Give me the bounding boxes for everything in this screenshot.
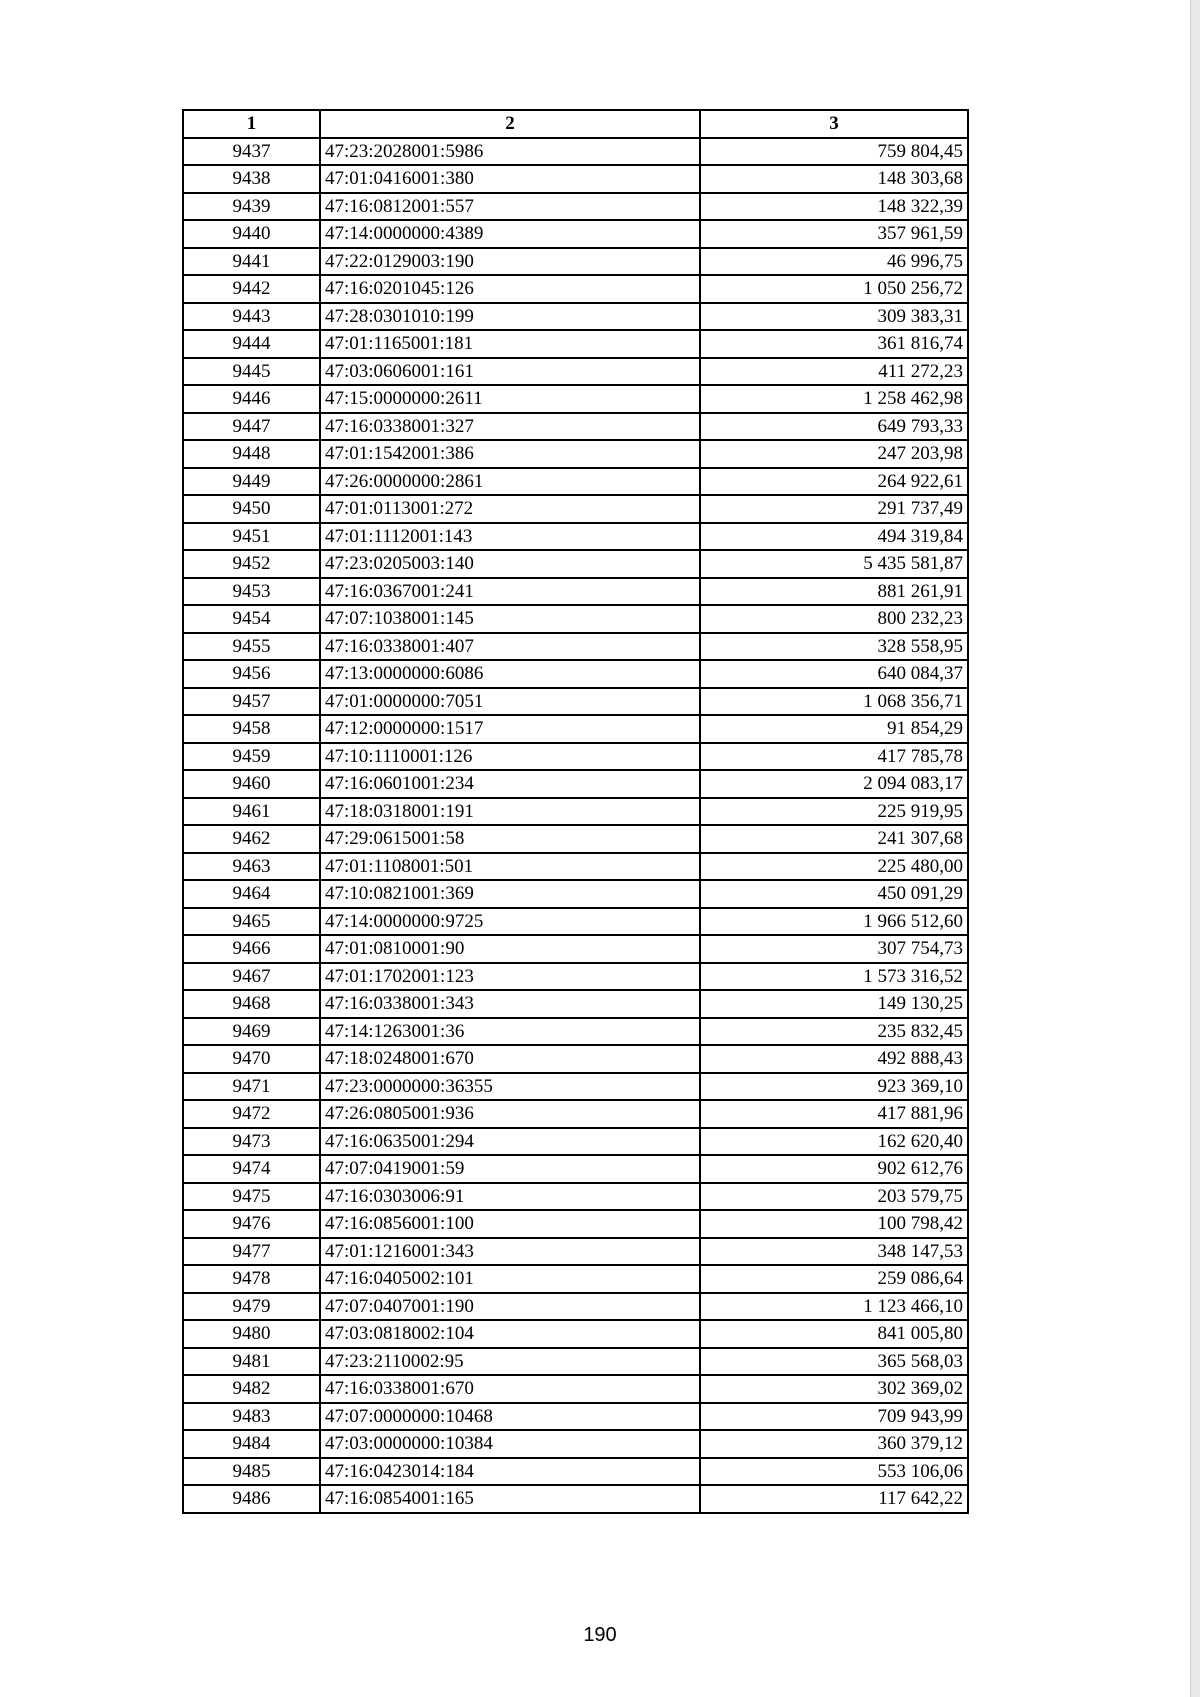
- row-number-cell: 9442: [183, 275, 320, 303]
- row-number-cell: 9450: [183, 495, 320, 523]
- table-row: [183, 138, 968, 166]
- value-cell: 225 480,00: [700, 853, 968, 881]
- cadastral-number-cell: 47:23:2028001:5986: [320, 138, 700, 166]
- value-cell: 247 203,98: [700, 440, 968, 468]
- row-number-cell: 9463: [183, 853, 320, 881]
- row-number-cell: 9468: [183, 990, 320, 1018]
- table-row: [183, 1485, 968, 1513]
- value-cell: 361 816,74: [700, 330, 968, 358]
- cadastral-number-cell: 47:03:0000000:10384: [320, 1430, 700, 1458]
- value-cell: 328 558,95: [700, 633, 968, 661]
- value-cell: 902 612,76: [700, 1155, 968, 1183]
- cadastral-number-cell: 47:13:0000000:6086: [320, 660, 700, 688]
- row-number-cell: 9453: [183, 578, 320, 606]
- table-row: [183, 880, 968, 908]
- table-row: [183, 330, 968, 358]
- cadastral-number-cell: 47:16:0423014:184: [320, 1458, 700, 1486]
- table-row: [183, 935, 968, 963]
- cadastral-number-cell: 47:01:1542001:386: [320, 440, 700, 468]
- value-cell: 117 642,22: [700, 1485, 968, 1513]
- value-cell: 553 106,06: [700, 1458, 968, 1486]
- row-number-cell: 9476: [183, 1210, 320, 1238]
- row-number-cell: 9460: [183, 770, 320, 798]
- table-body: [183, 138, 968, 1513]
- row-number-cell: 9448: [183, 440, 320, 468]
- table-row: [183, 1210, 968, 1238]
- row-number-cell: 9473: [183, 1128, 320, 1156]
- value-cell: 923 369,10: [700, 1073, 968, 1101]
- value-cell: 450 091,29: [700, 880, 968, 908]
- value-cell: 241 307,68: [700, 825, 968, 853]
- row-number-cell: 9458: [183, 715, 320, 743]
- row-number-cell: 9483: [183, 1403, 320, 1431]
- column-header-1: 1: [183, 110, 320, 138]
- table-row: [183, 770, 968, 798]
- row-number-cell: 9482: [183, 1375, 320, 1403]
- row-number-cell: 9449: [183, 468, 320, 496]
- cadastral-number-cell: 47:16:0338001:327: [320, 413, 700, 441]
- row-number-cell: 9480: [183, 1320, 320, 1348]
- table-row: [183, 660, 968, 688]
- value-cell: 309 383,31: [700, 303, 968, 331]
- value-cell: 348 147,53: [700, 1238, 968, 1266]
- cadastral-number-cell: 47:26:0805001:936: [320, 1100, 700, 1128]
- value-cell: 100 798,42: [700, 1210, 968, 1238]
- value-cell: 709 943,99: [700, 1403, 968, 1431]
- cadastral-number-cell: 47:18:0248001:670: [320, 1045, 700, 1073]
- table-row: [183, 963, 968, 991]
- table-header: [183, 110, 968, 138]
- value-cell: 1 966 512,60: [700, 908, 968, 936]
- table-row: [183, 605, 968, 633]
- cadastral-number-cell: 47:07:0407001:190: [320, 1293, 700, 1321]
- row-number-cell: 9438: [183, 165, 320, 193]
- table-row: [183, 1045, 968, 1073]
- value-cell: 640 084,37: [700, 660, 968, 688]
- table-row: [183, 1320, 968, 1348]
- cadastral-number-cell: 47:14:1263001:36: [320, 1018, 700, 1046]
- value-cell: 649 793,33: [700, 413, 968, 441]
- table-row: [183, 1018, 968, 1046]
- cadastral-number-cell: 47:29:0615001:58: [320, 825, 700, 853]
- table-row: [183, 1128, 968, 1156]
- value-cell: 360 379,12: [700, 1430, 968, 1458]
- cadastral-number-cell: 47:15:0000000:2611: [320, 385, 700, 413]
- row-number-cell: 9469: [183, 1018, 320, 1046]
- value-cell: 759 804,45: [700, 138, 968, 166]
- table-row: [183, 193, 968, 221]
- value-cell: 91 854,29: [700, 715, 968, 743]
- table-row: [183, 1375, 968, 1403]
- table-row: [183, 688, 968, 716]
- value-cell: 365 568,03: [700, 1348, 968, 1376]
- row-number-cell: 9467: [183, 963, 320, 991]
- value-cell: 800 232,23: [700, 605, 968, 633]
- column-header-2: 2: [320, 110, 700, 138]
- row-number-cell: 9439: [183, 193, 320, 221]
- value-cell: 148 303,68: [700, 165, 968, 193]
- table-row: [183, 853, 968, 881]
- table-row: [183, 1183, 968, 1211]
- row-number-cell: 9456: [183, 660, 320, 688]
- cadastral-number-cell: 47:01:1108001:501: [320, 853, 700, 881]
- value-cell: 259 086,64: [700, 1265, 968, 1293]
- cadastral-number-cell: 47:16:0601001:234: [320, 770, 700, 798]
- value-cell: 264 922,61: [700, 468, 968, 496]
- table-row: [183, 1348, 968, 1376]
- table-row: [183, 275, 968, 303]
- row-number-cell: 9465: [183, 908, 320, 936]
- cadastral-number-cell: 47:16:0812001:557: [320, 193, 700, 221]
- cadastral-number-cell: 47:16:0856001:100: [320, 1210, 700, 1238]
- value-cell: 1 123 466,10: [700, 1293, 968, 1321]
- table-row: [183, 1155, 968, 1183]
- table-row: [183, 798, 968, 826]
- value-cell: 841 005,80: [700, 1320, 968, 1348]
- value-cell: 411 272,23: [700, 358, 968, 386]
- cadastral-number-cell: 47:26:0000000:2861: [320, 468, 700, 496]
- value-cell: 235 832,45: [700, 1018, 968, 1046]
- row-number-cell: 9462: [183, 825, 320, 853]
- cadastral-number-cell: 47:16:0338001:670: [320, 1375, 700, 1403]
- value-cell: 162 620,40: [700, 1128, 968, 1156]
- row-number-cell: 9470: [183, 1045, 320, 1073]
- row-number-cell: 9457: [183, 688, 320, 716]
- row-number-cell: 9444: [183, 330, 320, 358]
- page-edge-strip: [1190, 0, 1200, 1697]
- value-cell: 492 888,43: [700, 1045, 968, 1073]
- value-cell: 1 258 462,98: [700, 385, 968, 413]
- value-cell: 307 754,73: [700, 935, 968, 963]
- table-row: [183, 468, 968, 496]
- value-cell: 881 261,91: [700, 578, 968, 606]
- table-row: [183, 715, 968, 743]
- cadastral-number-cell: 47:14:0000000:4389: [320, 220, 700, 248]
- value-cell: 417 785,78: [700, 743, 968, 771]
- cadastral-number-cell: 47:01:1216001:343: [320, 1238, 700, 1266]
- row-number-cell: 9454: [183, 605, 320, 633]
- value-cell: 1 050 256,72: [700, 275, 968, 303]
- row-number-cell: 9478: [183, 1265, 320, 1293]
- table-row: [183, 1458, 968, 1486]
- row-number-cell: 9461: [183, 798, 320, 826]
- table-row: [183, 743, 968, 771]
- cadastral-number-cell: 47:16:0303006:91: [320, 1183, 700, 1211]
- cadastral-number-cell: 47:16:0201045:126: [320, 275, 700, 303]
- table-row: [183, 1430, 968, 1458]
- cadastral-number-cell: 47:16:0338001:407: [320, 633, 700, 661]
- row-number-cell: 9474: [183, 1155, 320, 1183]
- table-row: [183, 385, 968, 413]
- table-row: [183, 578, 968, 606]
- table-row: [183, 825, 968, 853]
- table-row: [183, 358, 968, 386]
- cadastral-number-cell: 47:16:0367001:241: [320, 578, 700, 606]
- row-number-cell: 9437: [183, 138, 320, 166]
- row-number-cell: 9475: [183, 1183, 320, 1211]
- cadastral-number-cell: 47:01:1165001:181: [320, 330, 700, 358]
- row-number-cell: 9455: [183, 633, 320, 661]
- value-cell: 1 068 356,71: [700, 688, 968, 716]
- value-cell: 203 579,75: [700, 1183, 968, 1211]
- cadastral-number-cell: 47:16:0854001:165: [320, 1485, 700, 1513]
- cadastral-number-cell: 47:07:1038001:145: [320, 605, 700, 633]
- cadastral-number-cell: 47:14:0000000:9725: [320, 908, 700, 936]
- cadastral-number-cell: 47:01:1112001:143: [320, 523, 700, 551]
- page-number: 190: [583, 1624, 617, 1646]
- cadastral-number-cell: 47:23:2110002:95: [320, 1348, 700, 1376]
- table-row: [183, 1100, 968, 1128]
- cadastral-number-cell: 47:22:0129003:190: [320, 248, 700, 276]
- cadastral-number-cell: 47:16:0635001:294: [320, 1128, 700, 1156]
- row-number-cell: 9452: [183, 550, 320, 578]
- cadastral-number-cell: 47:03:0818002:104: [320, 1320, 700, 1348]
- value-cell: 494 319,84: [700, 523, 968, 551]
- table-row: [183, 633, 968, 661]
- value-cell: 1 573 316,52: [700, 963, 968, 991]
- row-number-cell: 9440: [183, 220, 320, 248]
- cadastral-number-cell: 47:10:0821001:369: [320, 880, 700, 908]
- cadastral-number-cell: 47:16:0405002:101: [320, 1265, 700, 1293]
- row-number-cell: 9486: [183, 1485, 320, 1513]
- value-cell: 291 737,49: [700, 495, 968, 523]
- table-row: [183, 440, 968, 468]
- cadastral-number-cell: 47:07:0419001:59: [320, 1155, 700, 1183]
- value-cell: 225 919,95: [700, 798, 968, 826]
- table-row: [183, 495, 968, 523]
- row-number-cell: 9471: [183, 1073, 320, 1101]
- cadastral-number-cell: 47:23:0205003:140: [320, 550, 700, 578]
- cadastral-number-cell: 47:10:1110001:126: [320, 743, 700, 771]
- table-row: [183, 165, 968, 193]
- value-cell: 46 996,75: [700, 248, 968, 276]
- value-cell: 148 322,39: [700, 193, 968, 221]
- value-cell: 417 881,96: [700, 1100, 968, 1128]
- cadastral-number-cell: 47:01:0000000:7051: [320, 688, 700, 716]
- table-row: [183, 1293, 968, 1321]
- cadastral-number-cell: 47:01:1702001:123: [320, 963, 700, 991]
- column-header-3: 3: [700, 110, 968, 138]
- row-number-cell: 9446: [183, 385, 320, 413]
- row-number-cell: 9472: [183, 1100, 320, 1128]
- cadastral-number-cell: 47:01:0113001:272: [320, 495, 700, 523]
- table-row: [183, 523, 968, 551]
- table-row: [183, 1073, 968, 1101]
- row-number-cell: 9466: [183, 935, 320, 963]
- cadastral-number-cell: 47:16:0338001:343: [320, 990, 700, 1018]
- cadastral-number-cell: 47:12:0000000:1517: [320, 715, 700, 743]
- cadastral-number-cell: 47:07:0000000:10468: [320, 1403, 700, 1431]
- table-row: [183, 413, 968, 441]
- row-number-cell: 9459: [183, 743, 320, 771]
- table-row: [183, 303, 968, 331]
- value-cell: 302 369,02: [700, 1375, 968, 1403]
- cadastral-number-cell: 47:23:0000000:36355: [320, 1073, 700, 1101]
- value-cell: 149 130,25: [700, 990, 968, 1018]
- cadastral-number-cell: 47:01:0810001:90: [320, 935, 700, 963]
- value-cell: 357 961,59: [700, 220, 968, 248]
- table-row: [183, 1403, 968, 1431]
- row-number-cell: 9443: [183, 303, 320, 331]
- table-row: [183, 220, 968, 248]
- row-number-cell: 9477: [183, 1238, 320, 1266]
- table-row: [183, 1238, 968, 1266]
- value-cell: 2 094 083,17: [700, 770, 968, 798]
- value-cell: 5 435 581,87: [700, 550, 968, 578]
- header-row: [183, 110, 968, 138]
- table-row: [183, 248, 968, 276]
- row-number-cell: 9451: [183, 523, 320, 551]
- table-row: [183, 908, 968, 936]
- cadastral-number-cell: 47:03:0606001:161: [320, 358, 700, 386]
- data-table: [182, 109, 969, 1514]
- table-row: [183, 1265, 968, 1293]
- row-number-cell: 9464: [183, 880, 320, 908]
- row-number-cell: 9485: [183, 1458, 320, 1486]
- row-number-cell: 9441: [183, 248, 320, 276]
- row-number-cell: 9479: [183, 1293, 320, 1321]
- cadastral-number-cell: 47:01:0416001:380: [320, 165, 700, 193]
- row-number-cell: 9447: [183, 413, 320, 441]
- row-number-cell: 9484: [183, 1430, 320, 1458]
- table-row: [183, 550, 968, 578]
- table-row: [183, 990, 968, 1018]
- row-number-cell: 9481: [183, 1348, 320, 1376]
- cadastral-number-cell: 47:28:0301010:199: [320, 303, 700, 331]
- row-number-cell: 9445: [183, 358, 320, 386]
- cadastral-number-cell: 47:18:0318001:191: [320, 798, 700, 826]
